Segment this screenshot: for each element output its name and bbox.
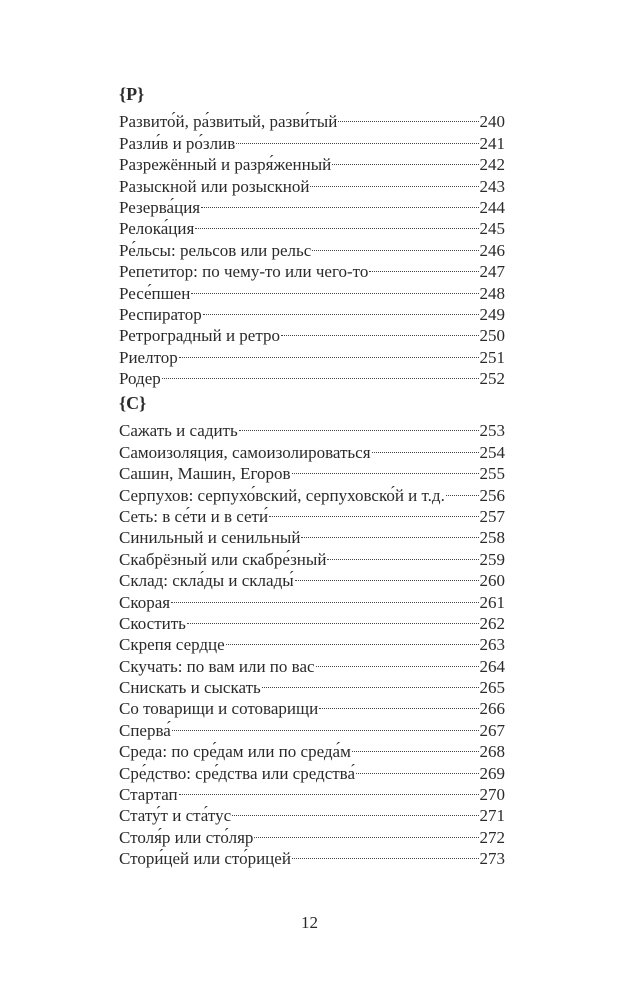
entry-title: Разрежённый и разря́женный <box>119 155 332 175</box>
entry-title: Разыскной или розыскной <box>119 176 310 196</box>
entry-page: 260 <box>479 571 505 591</box>
entry-page: 252 <box>479 369 505 389</box>
entry-title: Серпухов: серпухо́вский, серпуховско́й и т.д. <box>119 485 445 505</box>
entry-page: 245 <box>479 219 505 239</box>
entry-page: 261 <box>479 592 505 612</box>
entry-page: 246 <box>479 240 505 260</box>
entry-page: 268 <box>479 742 505 762</box>
dot-leader <box>292 458 479 479</box>
dot-leader <box>338 106 478 127</box>
entry-title: Разли́в и ро́злив <box>119 133 236 153</box>
entry-title: Риелтор <box>119 347 178 367</box>
entry-page: 253 <box>479 421 505 441</box>
entry-page: 241 <box>479 133 505 153</box>
dot-leader <box>281 320 479 341</box>
entry-title: Стори́цей или сто́рицей <box>119 849 291 869</box>
entry-title: Родер <box>119 369 161 389</box>
entry-title: Релока́ция <box>119 219 195 239</box>
entry-page: 269 <box>479 763 505 783</box>
dot-leader <box>195 213 478 234</box>
entry-page: 254 <box>479 442 505 462</box>
entry-title: Резерва́ция <box>119 197 201 217</box>
dot-leader <box>179 779 479 800</box>
entry-page: 267 <box>479 720 505 740</box>
entry-page: 244 <box>479 197 505 217</box>
entry-page: 270 <box>479 785 505 805</box>
toc-entry <box>119 106 505 132</box>
entry-page: 272 <box>479 827 505 847</box>
entry-page: 259 <box>479 549 505 569</box>
dot-leader <box>179 341 479 362</box>
entry-title: Скостить <box>119 613 186 633</box>
entry-page: 265 <box>479 678 505 698</box>
entry-page: 249 <box>479 304 505 324</box>
entry-title: Скрепя сердце <box>119 635 225 655</box>
entry-page: 258 <box>479 528 505 548</box>
entry-page: 247 <box>479 262 505 282</box>
dot-leader <box>301 522 478 543</box>
dot-leader <box>292 843 479 864</box>
entry-page: 256 <box>479 485 505 505</box>
entry-page: 248 <box>479 283 505 303</box>
entry-page: 240 <box>479 112 505 132</box>
entry-page: 255 <box>479 464 505 484</box>
entry-title: Стату́т и ста́тус <box>119 806 232 826</box>
dot-leader <box>316 650 479 671</box>
toc-section-r <box>119 84 505 389</box>
toc-entry <box>119 608 505 633</box>
entry-title: Склад: скла́ды и склады́ <box>119 571 294 591</box>
dot-leader <box>319 693 478 714</box>
dot-leader <box>310 170 478 191</box>
entry-page: 262 <box>479 613 505 633</box>
dot-leader <box>226 629 479 650</box>
dot-leader <box>356 757 478 778</box>
dot-leader <box>312 234 478 255</box>
entry-title: Столя́р или сто́ляр <box>119 827 254 847</box>
dot-leader <box>332 149 478 170</box>
section-heading: {С} <box>119 393 147 413</box>
entry-page: 242 <box>479 155 505 175</box>
entry-page: 264 <box>479 656 505 676</box>
entry-page: 273 <box>479 849 505 869</box>
dot-leader <box>172 714 479 735</box>
entry-title: Репетитор: по чему-то или чего-то <box>119 262 369 282</box>
entry-page: 251 <box>479 347 505 367</box>
dot-leader <box>171 586 478 607</box>
dot-leader <box>187 608 479 629</box>
dot-leader <box>446 479 479 500</box>
dot-leader <box>352 736 479 757</box>
entry-title: Сашин, Машин, Егоров <box>119 464 291 484</box>
dot-leader <box>369 256 478 277</box>
entry-page: 243 <box>479 176 505 196</box>
entry-title: Сеть: в се́ти и в сети́ <box>119 506 269 526</box>
entry-title: Самоизоляция, самоизолироваться <box>119 442 371 462</box>
entry-title: Синильный и сенильный <box>119 528 301 548</box>
dot-leader <box>327 543 478 564</box>
entry-page: 250 <box>479 326 505 346</box>
dot-leader <box>295 565 479 586</box>
entry-title: Со товарищи и сотоварищи <box>119 699 319 719</box>
entry-title: Среда: по сре́дам или по среда́м <box>119 742 351 762</box>
dot-leader <box>262 672 479 693</box>
entry-page: 266 <box>479 699 505 719</box>
entry-page: 271 <box>479 806 505 826</box>
toc-entry <box>119 363 505 389</box>
toc-entry <box>119 736 505 762</box>
entry-title: Снискать и сыскать <box>119 678 261 698</box>
entry-title: Респиратор <box>119 304 202 324</box>
page-number: 12 <box>301 913 318 932</box>
entry-title: Ретроградный и ретро <box>119 326 280 346</box>
dot-leader <box>372 436 479 457</box>
entry-title: Скорая <box>119 592 171 612</box>
entry-page: 257 <box>479 506 505 526</box>
entry-title: Ресе́пшен <box>119 283 191 303</box>
entry-page: 263 <box>479 635 505 655</box>
dot-leader <box>239 415 479 436</box>
dot-leader <box>201 192 478 213</box>
dot-leader <box>269 501 478 522</box>
entry-title: Сажать и садить <box>119 421 238 441</box>
dot-leader <box>232 800 478 821</box>
toc-entry <box>119 415 505 441</box>
section-heading: {Р} <box>119 84 145 104</box>
entry-title: Стартап <box>119 785 178 805</box>
dot-leader <box>162 363 479 384</box>
entry-title: Развито́й, ра́звитый, разви́тый <box>119 112 338 132</box>
toc-entry <box>119 714 505 740</box>
entry-title: Скабрёзный или скабре́зный <box>119 549 327 569</box>
toc-section-s <box>119 393 505 869</box>
dot-leader <box>254 821 478 842</box>
dot-leader <box>236 127 478 148</box>
entry-title: Сре́дство: сре́дства или средства́ <box>119 763 356 783</box>
entry-title: Ре́льсы: рельсов или рельс <box>119 240 312 260</box>
dot-leader <box>191 277 478 298</box>
entry-title: Скучать: по вам или по вас <box>119 656 315 676</box>
toc-entry <box>119 586 505 612</box>
entry-title: Сперва́ <box>119 720 171 740</box>
dot-leader <box>203 299 479 320</box>
